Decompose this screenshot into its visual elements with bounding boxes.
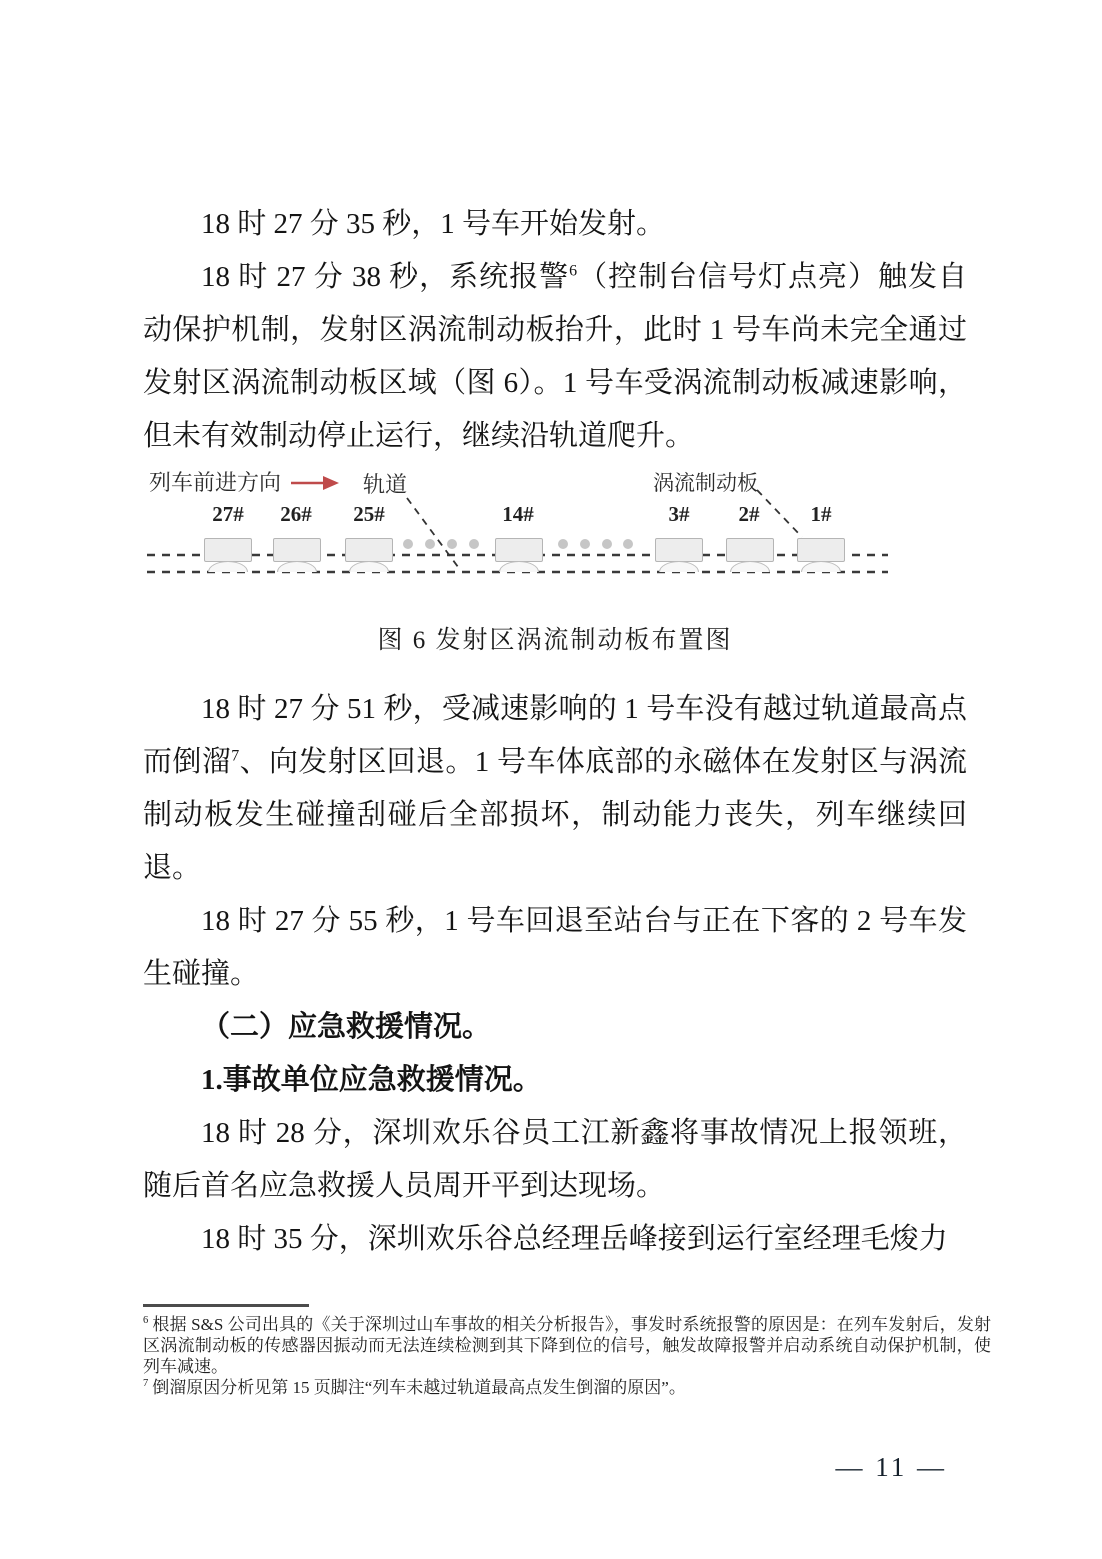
plate-number-label: 1#	[810, 502, 832, 526]
plate-number-label: 2#	[738, 502, 760, 526]
brake-plate-14	[495, 538, 543, 562]
body-text-block-2	[143, 683, 967, 1266]
brake-plate-25	[345, 538, 393, 562]
subsection-heading-unit-response	[143, 1054, 967, 1107]
paragraph-report-to-foreman	[143, 1107, 967, 1213]
paragraph-launch-start	[143, 198, 967, 251]
page-number: — 11 —	[835, 1452, 947, 1482]
section-heading-emergency-response	[143, 1001, 967, 1054]
body-text-block-1	[143, 198, 967, 463]
paragraph-text: 18 时 35 分，深圳欢乐谷总经理岳峰接到运行室经理毛焌力	[201, 1223, 948, 1255]
brake-plate-2	[726, 538, 774, 562]
footnote-separator	[143, 1304, 309, 1307]
paragraph-text: 18 时 27 分 35 秒，1 号车开始发射。	[201, 208, 666, 240]
paragraph-text: 、向发射区回退。1 号车体底部的永磁体在发射区与涡流制动板发生碰撞刮碰后全部损坏，制动能力丧失，列车继续回退。	[143, 746, 967, 884]
brake-plate-27	[204, 538, 252, 562]
track-leader-line	[407, 498, 461, 571]
brake-plate-1	[797, 538, 845, 562]
paragraph-system-alarm	[143, 251, 967, 463]
plate-number-label: 14#	[502, 502, 534, 526]
footnote-text: 根据 S&S 公司出具的《关于深圳过山车事故的相关分析报告》，事发时系统报警的原因是：在列车发射后，发射区涡流制动板的传感器因振动而无法连续检测到其下降到位的信号，触发故障报警并启动系统自动保护机制，使列车减速。	[143, 1315, 991, 1376]
footnote-area	[143, 1304, 991, 1398]
ellipsis-dots-right	[558, 539, 633, 549]
brake-plate-leader-line	[757, 490, 802, 537]
paragraph-text: 18 时 27 分 51 秒，受减速影响的 1 号车没有越过轨道最高点而倒溜	[143, 693, 967, 778]
footnote-marker: 7	[143, 1378, 149, 1390]
plate-number-label: 3#	[668, 502, 690, 526]
footnote-ref-6: 6	[569, 262, 578, 280]
paragraph-manager-notified	[143, 1213, 967, 1266]
heading-text: 1.事故单位应急救援情况。	[201, 1064, 542, 1096]
paragraph-collision	[143, 895, 967, 1001]
footnote-marker: 6	[143, 1315, 149, 1327]
train-direction-label: 列车前进方向	[149, 470, 282, 495]
footnote-ref-7: 7	[231, 747, 240, 765]
brake-plate-3	[655, 538, 703, 562]
plate-number-label: 26#	[280, 502, 312, 526]
track-label: 轨道	[363, 472, 408, 497]
plate-number-label: 25#	[353, 502, 385, 526]
footnote-7	[143, 1377, 991, 1398]
paragraph-rollback	[143, 683, 967, 895]
heading-text: （二）应急救援情况。	[201, 1011, 492, 1043]
paragraph-text: 18 时 28 分，深圳欢乐谷员工江新鑫将事故情况上报领班，随后首名应急救援人员周开平到达现场。	[143, 1117, 967, 1202]
plate-number-label: 27#	[212, 502, 244, 526]
footnote-text: 倒溜原因分析见第 15 页脚注“列车未越过轨道最高点发生倒溜的原因”。	[152, 1378, 686, 1397]
footnote-6	[143, 1314, 991, 1377]
paragraph-text: 18 时 27 分 55 秒，1 号车回退至站台与正在下客的 2 号车发生碰撞。	[143, 905, 967, 990]
paragraph-text: （控制台信号灯点亮）触发自动保护机制，发射区涡流制动板抬升，此时 1 号车尚未完全通过发射区涡流制动板区域（图 6）。1 号车受涡流制动板减速影响，但未有效制动停止运行，继续沿轨道爬升。	[143, 261, 967, 452]
forward-arrow-icon	[291, 476, 339, 490]
paragraph-text: 18 时 27 分 38 秒，系统报警	[201, 261, 570, 293]
brake-plate-label: 涡流制动板	[653, 471, 758, 495]
figure-caption: 图 6 发射区涡流制动板布置图	[377, 627, 733, 654]
figure-6-diagram	[145, 468, 890, 602]
brake-plate-26	[273, 538, 321, 562]
